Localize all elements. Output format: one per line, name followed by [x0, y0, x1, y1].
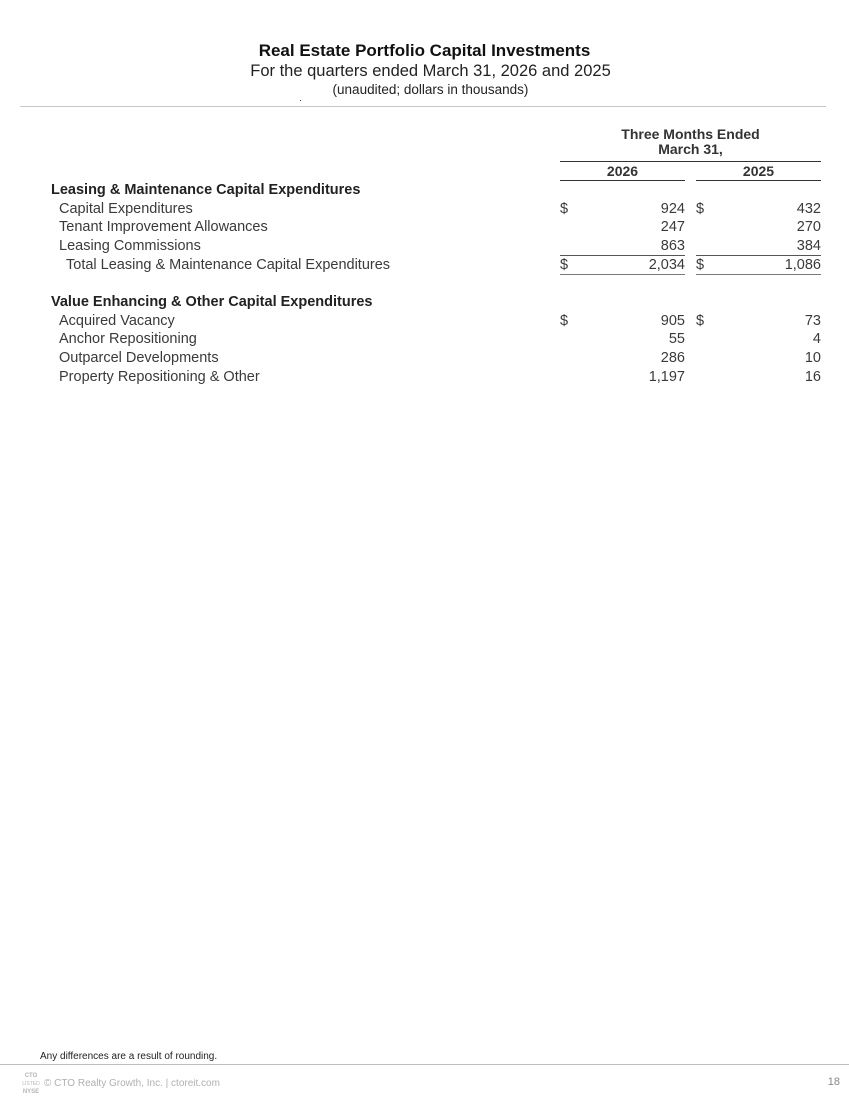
row-label: Leasing Commissions: [59, 238, 201, 254]
currency-2025: $: [696, 201, 705, 217]
value-2026: 2,034: [648, 257, 685, 273]
column-group-underline: [560, 161, 821, 162]
table-row: [0, 349, 849, 367]
section-title: Leasing & Maintenance Capital Expenditures: [51, 182, 361, 198]
section-title: Value Enhancing & Other Capital Expenditures: [51, 294, 373, 310]
report-title: Real Estate Portfolio Capital Investments: [258, 41, 591, 60]
currency-2025: $: [696, 313, 705, 329]
value-2025: 384: [796, 238, 821, 254]
value-2025: 10: [804, 350, 821, 366]
currency-2026: $: [560, 313, 569, 329]
row-label: Tenant Improvement Allowances: [59, 219, 268, 235]
logo-line: LISTED: [22, 1081, 40, 1087]
value-2026: 55: [668, 331, 685, 347]
page-number: 18: [827, 1076, 840, 1088]
nyse-listed-logo-icon: [20, 1072, 42, 1096]
report-note: (unaudited; dollars in thousands): [332, 82, 529, 97]
value-2026: 247: [660, 219, 685, 235]
stray-dot: [300, 100, 301, 101]
value-2025: 1,086: [784, 257, 821, 273]
value-2025: 270: [796, 219, 821, 235]
currency-2025: $: [696, 257, 705, 273]
table-row: [0, 200, 849, 218]
column-group-header-line2: March 31,: [658, 141, 723, 157]
column-header-2026: 2026: [606, 163, 639, 179]
currency-2026: $: [560, 201, 569, 217]
row-label: Capital Expenditures: [59, 201, 193, 217]
value-2025: 4: [812, 331, 821, 347]
value-2025: 73: [804, 313, 821, 329]
row-label: Property Repositioning & Other: [59, 369, 260, 385]
table-row: [0, 218, 849, 236]
table-row: [0, 330, 849, 348]
header-divider: [20, 106, 826, 107]
row-label: Outparcel Developments: [59, 350, 219, 366]
total-underline-2026: [560, 274, 685, 275]
section-header-leasing-maintenance: [0, 181, 849, 199]
value-2026: 924: [660, 201, 685, 217]
table-row: [0, 237, 849, 255]
table-row: [0, 368, 849, 386]
table-row: [0, 312, 849, 330]
table-row-total: [0, 256, 849, 274]
value-2026: 863: [660, 238, 685, 254]
rounding-note: Any differences are a result of rounding.: [40, 1051, 218, 1062]
value-2026: 1,197: [648, 369, 685, 385]
logo-line: CTO: [24, 1073, 38, 1079]
value-2026: 286: [660, 350, 685, 366]
footer-divider: [0, 1064, 849, 1065]
row-label: Anchor Repositioning: [59, 331, 197, 347]
section-header-value-enhancing: [0, 293, 849, 311]
report-subtitle: For the quarters ended March 31, 2026 and 2025: [250, 62, 611, 80]
column-header-2025: 2025: [742, 163, 775, 179]
currency-2026: $: [560, 257, 569, 273]
value-2025: 16: [804, 369, 821, 385]
column-group-header-line1: Three Months Ended: [621, 126, 760, 142]
copyright-text: © CTO Realty Growth, Inc. | ctoreit.com: [44, 1078, 220, 1089]
row-label: Acquired Vacancy: [59, 313, 175, 329]
total-underline-2025: [696, 274, 821, 275]
logo-line: NYSE: [22, 1089, 40, 1095]
value-2025: 432: [796, 201, 821, 217]
row-label: Total Leasing & Maintenance Capital Expenditures: [66, 257, 391, 273]
value-2026: 905: [660, 313, 685, 329]
